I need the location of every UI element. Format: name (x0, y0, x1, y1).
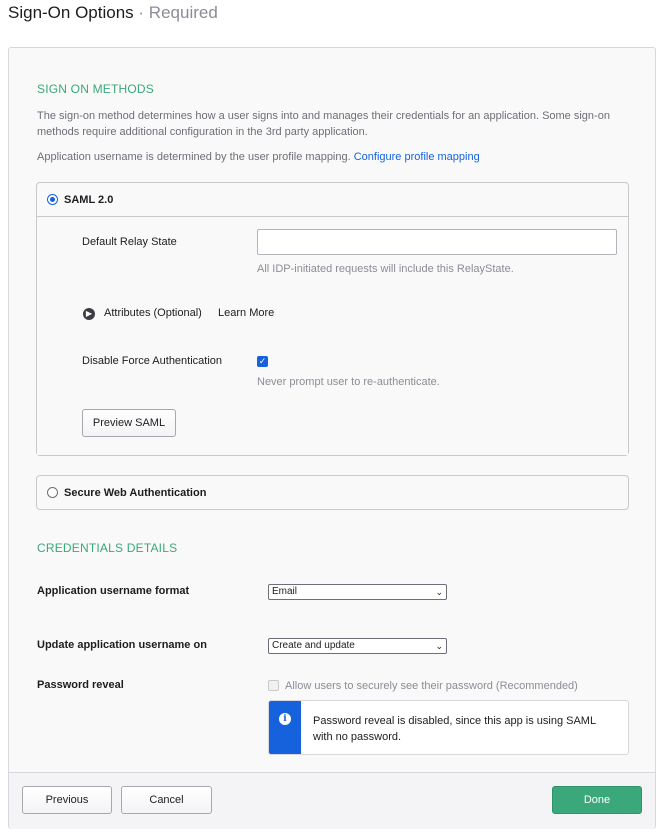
learn-more-link[interactable]: Learn More (218, 307, 275, 319)
credentials-details-heading: CREDENTIALS DETAILS (37, 541, 178, 555)
username-mapping-note (37, 149, 637, 165)
swa-method-option[interactable] (37, 476, 628, 509)
disable-force-auth-label: Disable Force Authentication (82, 355, 223, 367)
saml-radio[interactable] (47, 194, 58, 205)
sign-on-methods-heading: SIGN ON METHODS (37, 82, 155, 96)
update-username-select[interactable] (268, 638, 447, 654)
username-mapping-text: Application username is determined by the user profile mapping. (37, 151, 351, 163)
update-username-value: Create and update (272, 640, 355, 651)
username-format-value: Email (272, 586, 298, 597)
sign-on-options-panel (8, 47, 656, 829)
page-title (8, 3, 218, 23)
relay-state-input[interactable] (257, 229, 617, 255)
saml-method-box (36, 182, 629, 456)
preview-saml-button[interactable]: Preview SAML (82, 409, 176, 437)
info-icon: i (279, 713, 291, 725)
cancel-button[interactable]: Cancel (121, 786, 212, 814)
chevron-down-icon: ⌄ (435, 587, 443, 597)
disable-force-auth-hint: Never prompt user to re-authenticate. (257, 376, 440, 388)
username-format-label: Application username format (37, 585, 190, 597)
sign-on-methods-description: The sign-on method determines how a user signs into and manages their credentials for an application. Some sign-on methods require additional configuration in the 3rd party application. (37, 110, 610, 138)
wizard-footer (9, 772, 655, 829)
saml-method-label: SAML 2.0 (64, 193, 114, 206)
attributes-toggle[interactable]: Attributes (Optional) (104, 307, 202, 319)
password-reveal-option-label: Allow users to securely see their password (Recommended) (285, 680, 578, 692)
password-reveal-label: Password reveal (37, 679, 124, 691)
swa-radio[interactable] (47, 487, 58, 498)
chevron-down-icon: ⌄ (435, 641, 443, 651)
password-reveal-info (268, 700, 629, 755)
info-stripe (269, 701, 301, 754)
password-reveal-checkbox[interactable] (268, 680, 279, 691)
page-title-text: Sign-On Options (8, 3, 134, 22)
update-username-label: Update application username on (37, 639, 207, 651)
password-reveal-info-text: Password reveal is disabled, since this app is using SAML with no password. (313, 715, 596, 743)
relay-state-hint: All IDP-initiated requests will include this RelayState. (257, 263, 514, 275)
saml-settings (37, 216, 628, 455)
done-button[interactable]: Done (552, 786, 642, 814)
page-title-required: · Required (138, 3, 218, 22)
swa-method-label: Secure Web Authentication (64, 486, 207, 499)
saml-method-option[interactable] (37, 183, 628, 216)
chevron-right-icon[interactable]: ▶ (83, 308, 95, 320)
previous-button[interactable]: Previous (22, 786, 112, 814)
swa-method-box (36, 475, 629, 510)
username-format-select[interactable] (268, 584, 447, 600)
disable-force-auth-checkbox[interactable]: ✓ (258, 356, 267, 366)
configure-profile-mapping-link[interactable]: Configure profile mapping (353, 151, 480, 163)
relay-state-label: Default Relay State (82, 236, 177, 248)
